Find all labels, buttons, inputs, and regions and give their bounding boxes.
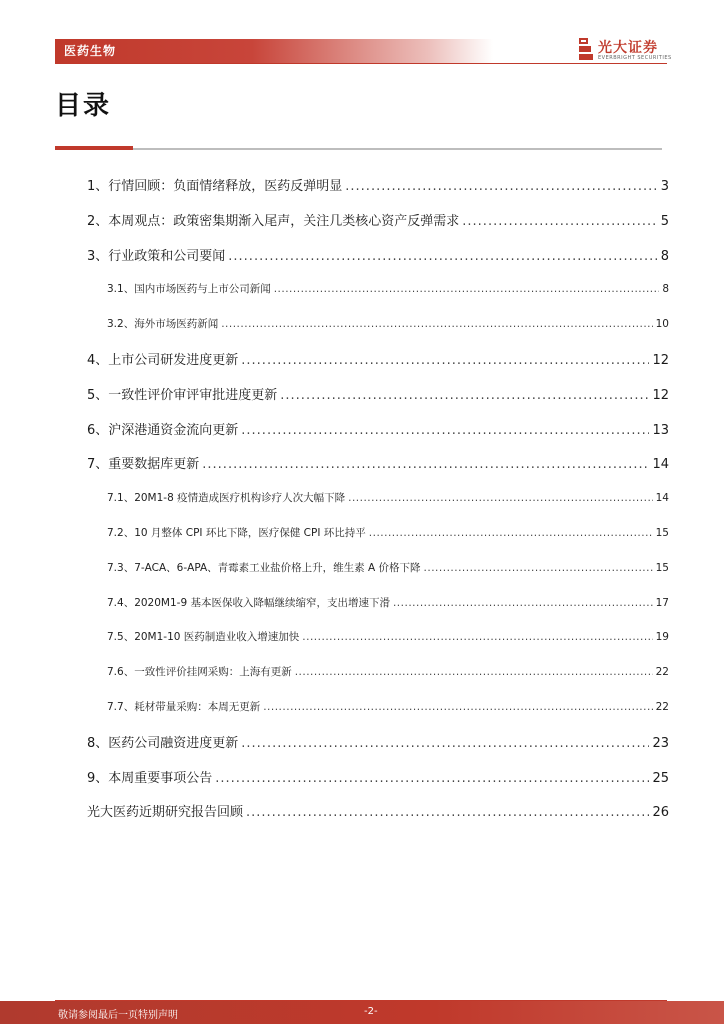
toc-leader-dots <box>221 318 652 330</box>
toc-entry[interactable] <box>107 316 669 331</box>
section-header-band <box>55 39 493 63</box>
toc-page-number: 19 <box>655 631 669 644</box>
toc-entry[interactable] <box>87 419 669 438</box>
toc-page-number: 14 <box>652 457 669 473</box>
toc-page-number: 8 <box>660 248 669 264</box>
toc-entry-title: 7.5、20M1-10 医药制造业收入增速加快 <box>107 631 300 644</box>
brand-name-en: EVERBRIGHT SECURITIES <box>598 55 672 61</box>
toc-entry[interactable] <box>107 699 669 714</box>
toc-entry-title: 3.1、国内市场医药与上市公司新闻 <box>107 283 271 296</box>
toc-entry[interactable] <box>87 175 669 194</box>
toc-entry[interactable] <box>107 664 669 679</box>
toc-page-number: 22 <box>655 666 669 679</box>
toc-leader-dots <box>295 666 653 678</box>
toc-entry-title: 9、本周重要事项公告 <box>87 770 213 786</box>
toc-leader-dots <box>228 249 657 264</box>
toc-leader-dots <box>462 214 657 229</box>
toc-entry[interactable] <box>87 349 669 368</box>
toc-entry-title: 7.3、7-ACA、6-APA、青霉素工业盐价格上升，维生素 A 价格下降 <box>107 561 421 574</box>
toc-page-number: 25 <box>652 770 669 786</box>
toc-page-number: 12 <box>652 353 669 368</box>
toc-entry[interactable] <box>87 384 669 403</box>
brand-logo <box>578 37 678 63</box>
toc-leader-dots <box>215 771 649 786</box>
toc-leader-dots <box>280 388 649 403</box>
title-accent-bar <box>55 146 133 150</box>
toc-entry[interactable] <box>107 629 669 644</box>
toc-leader-dots <box>263 701 652 713</box>
toc-page-number: 13 <box>652 422 669 438</box>
toc-entry-title: 7.4、2020M1-9 基本医保收入降幅继续缩窄，支出增速下滑 <box>107 596 390 609</box>
toc-leader-dots <box>202 457 649 472</box>
toc-entry-title: 光大医药近期研究报告回顾 <box>87 805 244 821</box>
toc-entry[interactable] <box>87 245 669 264</box>
toc-page-number: 10 <box>655 318 669 331</box>
toc-entry-title: 7.1、20M1-8 疫情造成医疗机构诊疗人次大幅下降 <box>107 492 346 505</box>
toc-entry[interactable] <box>87 801 669 820</box>
toc-leader-dots <box>302 631 652 643</box>
toc-entry-title: 7.2、10 月整体 CPI 环比下降，医疗保健 CPI 环比持平 <box>107 527 366 539</box>
title-underline <box>55 148 662 150</box>
toc-page-number: 15 <box>655 561 669 574</box>
toc-entry[interactable] <box>87 453 669 472</box>
toc-page-number: 8 <box>662 283 669 296</box>
toc-leader-dots <box>241 736 649 751</box>
toc-entry-title: 3、行业政策和公司要闻 <box>87 248 226 264</box>
toc-entry-title: 7、重要数据库更新 <box>87 457 200 473</box>
toc-entry-title: 2、本周观点：政策密集期渐入尾声，关注几类核心资产反弹需求 <box>87 213 460 229</box>
toc-leader-dots <box>345 179 657 194</box>
section-label: 医药生物 <box>64 44 117 58</box>
toc-leader-dots <box>241 423 649 438</box>
toc-leader-dots <box>424 562 653 574</box>
toc-page-number: 22 <box>655 701 669 713</box>
toc-entry[interactable] <box>107 560 669 575</box>
toc-entry[interactable] <box>107 595 669 610</box>
toc-leader-dots <box>393 597 653 609</box>
toc-page-number: 5 <box>660 213 669 229</box>
page-number: -2- <box>364 1006 378 1017</box>
toc-page-number: 17 <box>655 596 669 609</box>
toc-page-number: 23 <box>652 735 669 751</box>
toc-entry[interactable] <box>107 490 669 505</box>
toc-page-number: 15 <box>655 527 669 539</box>
toc-page-number: 14 <box>655 492 669 505</box>
toc-page-number: 26 <box>652 805 669 821</box>
footer-disclaimer: 敬请参阅最后一页特别声明 <box>58 1010 178 1021</box>
toc-entry-title: 5、一致性评价审评审批进度更新 <box>87 387 278 403</box>
toc-page-number: 3 <box>660 179 669 194</box>
toc-page-number: 12 <box>652 387 669 403</box>
toc-entry[interactable] <box>87 767 669 786</box>
toc-entry-title: 6、沪深港通资金流向更新 <box>87 422 239 438</box>
toc-entry[interactable] <box>87 732 669 751</box>
toc-entry[interactable] <box>107 525 669 540</box>
toc-entry[interactable] <box>87 210 669 229</box>
brand-name-cn: 光大证券 <box>598 40 658 56</box>
header-divider <box>55 63 667 64</box>
toc-entry[interactable] <box>107 281 669 296</box>
toc-entry-title: 1、行情回顾：负面情绪释放，医药反弹明显 <box>87 179 343 194</box>
logo-mark-icon <box>578 37 594 61</box>
toc-leader-dots <box>246 805 649 820</box>
toc-leader-dots <box>348 492 653 504</box>
page-title: 目录 <box>55 91 112 121</box>
toc-leader-dots <box>241 353 649 368</box>
toc-entry-title: 3.2、海外市场医药新闻 <box>107 318 219 331</box>
toc-leader-dots <box>369 527 653 539</box>
toc-entry-title: 8、医药公司融资进度更新 <box>87 735 239 751</box>
toc-leader-dots <box>274 283 660 295</box>
toc-entry-title: 4、上市公司研发进度更新 <box>87 353 239 368</box>
toc-entry-title: 7.7、耗材带量采购：本周无更新 <box>107 701 261 713</box>
toc-entry-title: 7.6、一致性评价挂网采购：上海有更新 <box>107 666 292 679</box>
